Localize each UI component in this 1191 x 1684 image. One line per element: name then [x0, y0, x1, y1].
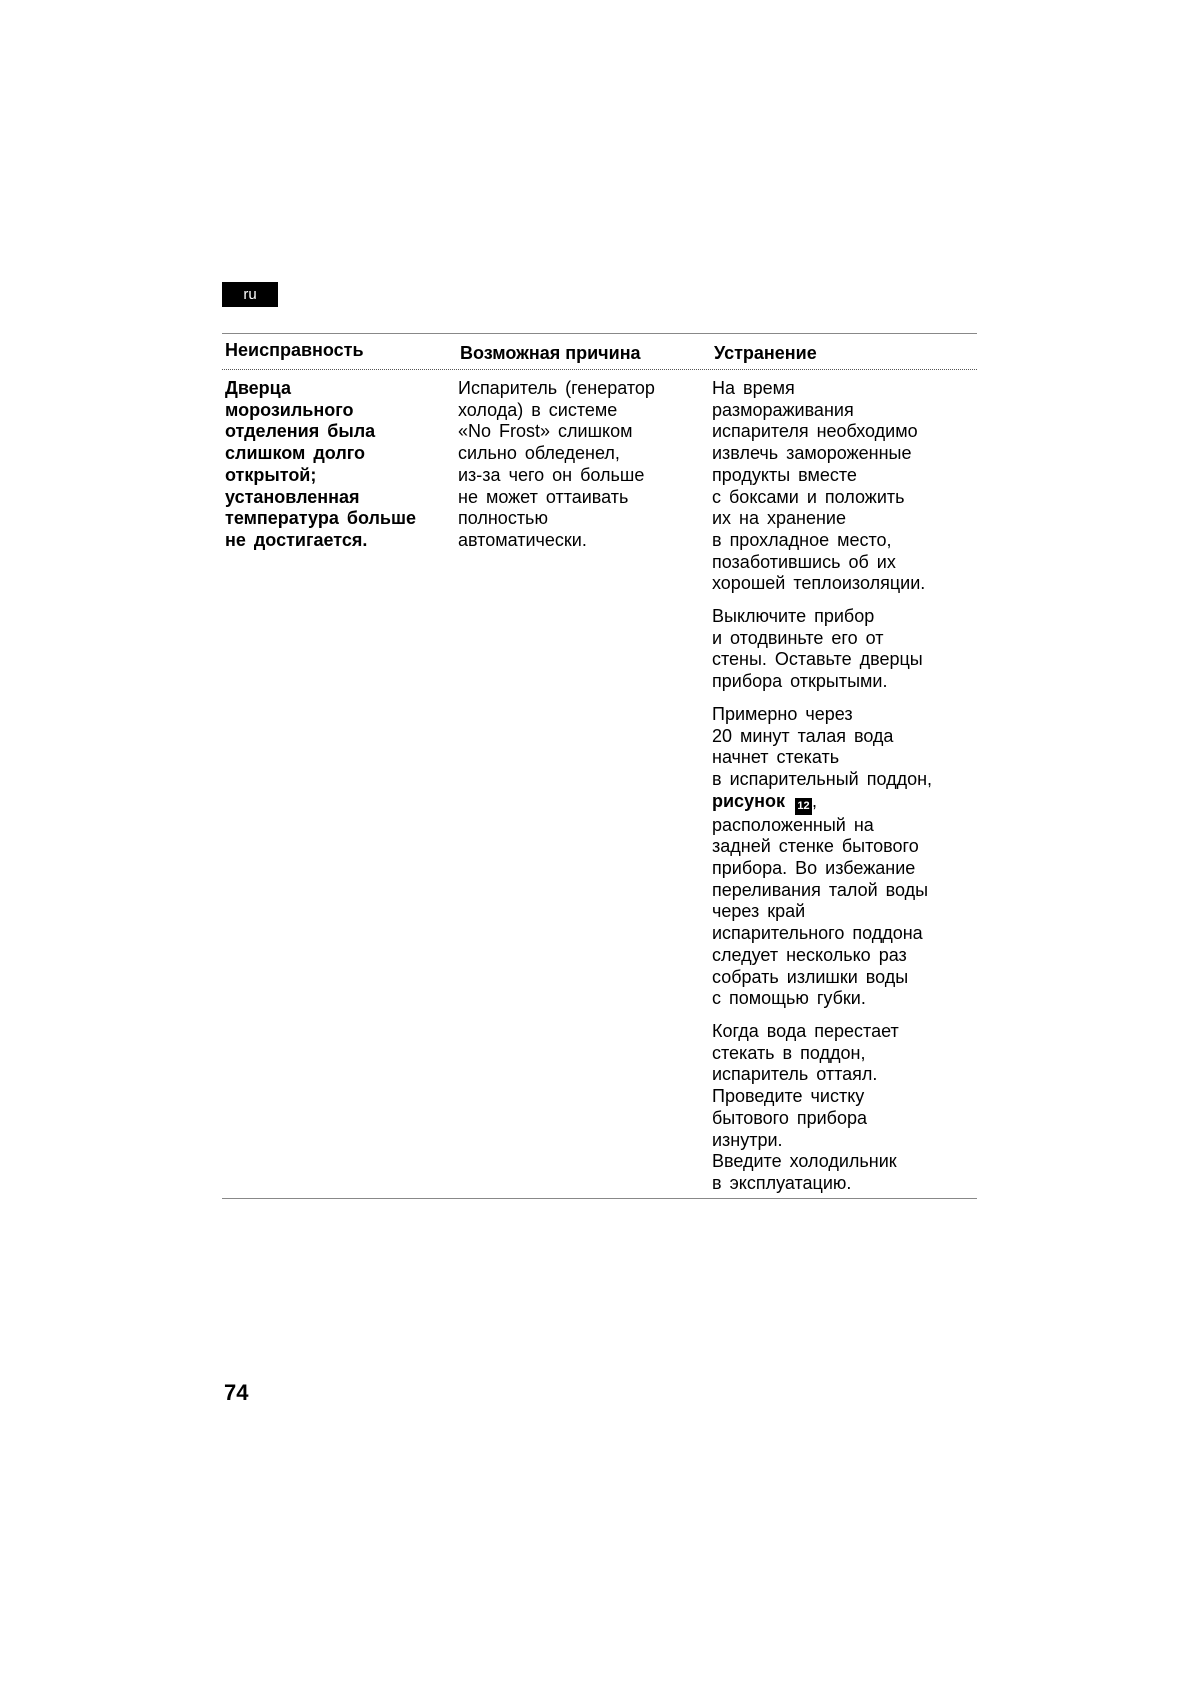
fault-line: температура больше	[225, 508, 417, 529]
cause-line: из-за чего он больше	[458, 464, 645, 485]
cause-line: автоматически.	[458, 529, 587, 550]
figure-reference	[712, 791, 932, 815]
troubleshooting-table	[222, 333, 977, 1199]
remedy-line: их на хранение	[712, 508, 846, 529]
remedy-line: Когда вода перестает	[712, 1020, 899, 1041]
cause-cell	[458, 378, 655, 552]
remedy-line: переливания талой воды	[712, 879, 929, 900]
remedy-line: бытового прибора	[712, 1107, 868, 1128]
remedy-line: извлечь замороженные	[712, 443, 912, 464]
header-remedy: Устранение	[714, 343, 817, 363]
remedy-line: прибора открытыми.	[712, 671, 888, 692]
fault-line: слишком долго	[225, 443, 366, 464]
remedy-line: хорошей теплоизоляции.	[712, 573, 926, 594]
header-fault: Неисправность	[225, 340, 364, 360]
remedy-line: позаботившись об их	[712, 551, 896, 572]
remedy-paragraph	[712, 606, 932, 693]
remedy-line: испарителя необходимо	[712, 421, 918, 442]
remedy-line: с боксами и положить	[712, 486, 905, 507]
remedy-line: На время	[712, 378, 795, 398]
table-row	[222, 370, 977, 1199]
fault-line: морозильного	[225, 399, 354, 420]
remedy-line: испарительного поддона	[712, 923, 923, 944]
remedy-paragraph	[712, 378, 932, 595]
table-header-row	[222, 334, 977, 370]
remedy-line: стекать в поддон,	[712, 1042, 866, 1063]
cause-line: холода) в системе	[458, 399, 618, 420]
cause-line: сильно обледенел,	[458, 443, 620, 464]
figure-ref-label: рисунок	[712, 790, 785, 811]
remedy-line: стены. Оставьте дверцы	[712, 649, 923, 670]
remedy-line: начнет стекать	[712, 747, 840, 768]
remedy-line: Примерно через	[712, 703, 853, 724]
remedy-paragraph	[712, 1021, 932, 1195]
remedy-line: Проведите чистку	[712, 1086, 865, 1107]
remedy-line: расположенный на	[712, 814, 874, 835]
remedy-line: с помощью губки.	[712, 988, 866, 1009]
remedy-line: через край	[712, 901, 806, 922]
fault-line: открытой;	[225, 464, 317, 485]
cause-line: не может оттаивать	[458, 486, 629, 507]
fault-line: не достигается.	[225, 529, 368, 550]
remedy-line: в эксплуатацию.	[712, 1172, 852, 1193]
figure-ref-suffix: ,	[811, 790, 817, 811]
fault-cell	[225, 378, 416, 552]
remedy-line: продукты вместе	[712, 464, 857, 485]
remedy-cell	[712, 378, 932, 1195]
page-number: 74	[224, 1380, 249, 1405]
fault-line: отделения была	[225, 421, 376, 442]
remedy-line: задней стенке бытового	[712, 836, 919, 857]
header-cause: Возможная причина	[460, 343, 641, 363]
remedy-line: и отодвиньте его от	[712, 627, 884, 648]
cause-line: Испаритель (генератор	[458, 378, 655, 398]
remedy-line: размораживания	[712, 399, 854, 420]
remedy-line: Выключите прибор	[712, 606, 875, 627]
remedy-paragraph	[712, 704, 932, 1010]
fault-line: Дверца	[225, 378, 291, 398]
remedy-line: прибора. Во избежание	[712, 858, 916, 879]
cause-line: полностью	[458, 508, 548, 529]
remedy-line: испаритель оттаял.	[712, 1064, 878, 1085]
remedy-line: 20 минут талая вода	[712, 725, 894, 746]
remedy-line: следует несколько раз	[712, 944, 907, 965]
remedy-line: собрать излишки воды	[712, 966, 909, 987]
fault-line: установленная	[225, 486, 360, 507]
remedy-line: Введите холодильник	[712, 1151, 897, 1172]
language-tab: ru	[222, 282, 278, 307]
remedy-line: в испарительный поддон,	[712, 768, 933, 789]
remedy-line: изнутри.	[712, 1129, 783, 1150]
figure-number-badge: 12	[795, 798, 812, 815]
cause-line: «No Frost» слишком	[458, 421, 633, 442]
remedy-line: в прохладное место,	[712, 529, 892, 550]
